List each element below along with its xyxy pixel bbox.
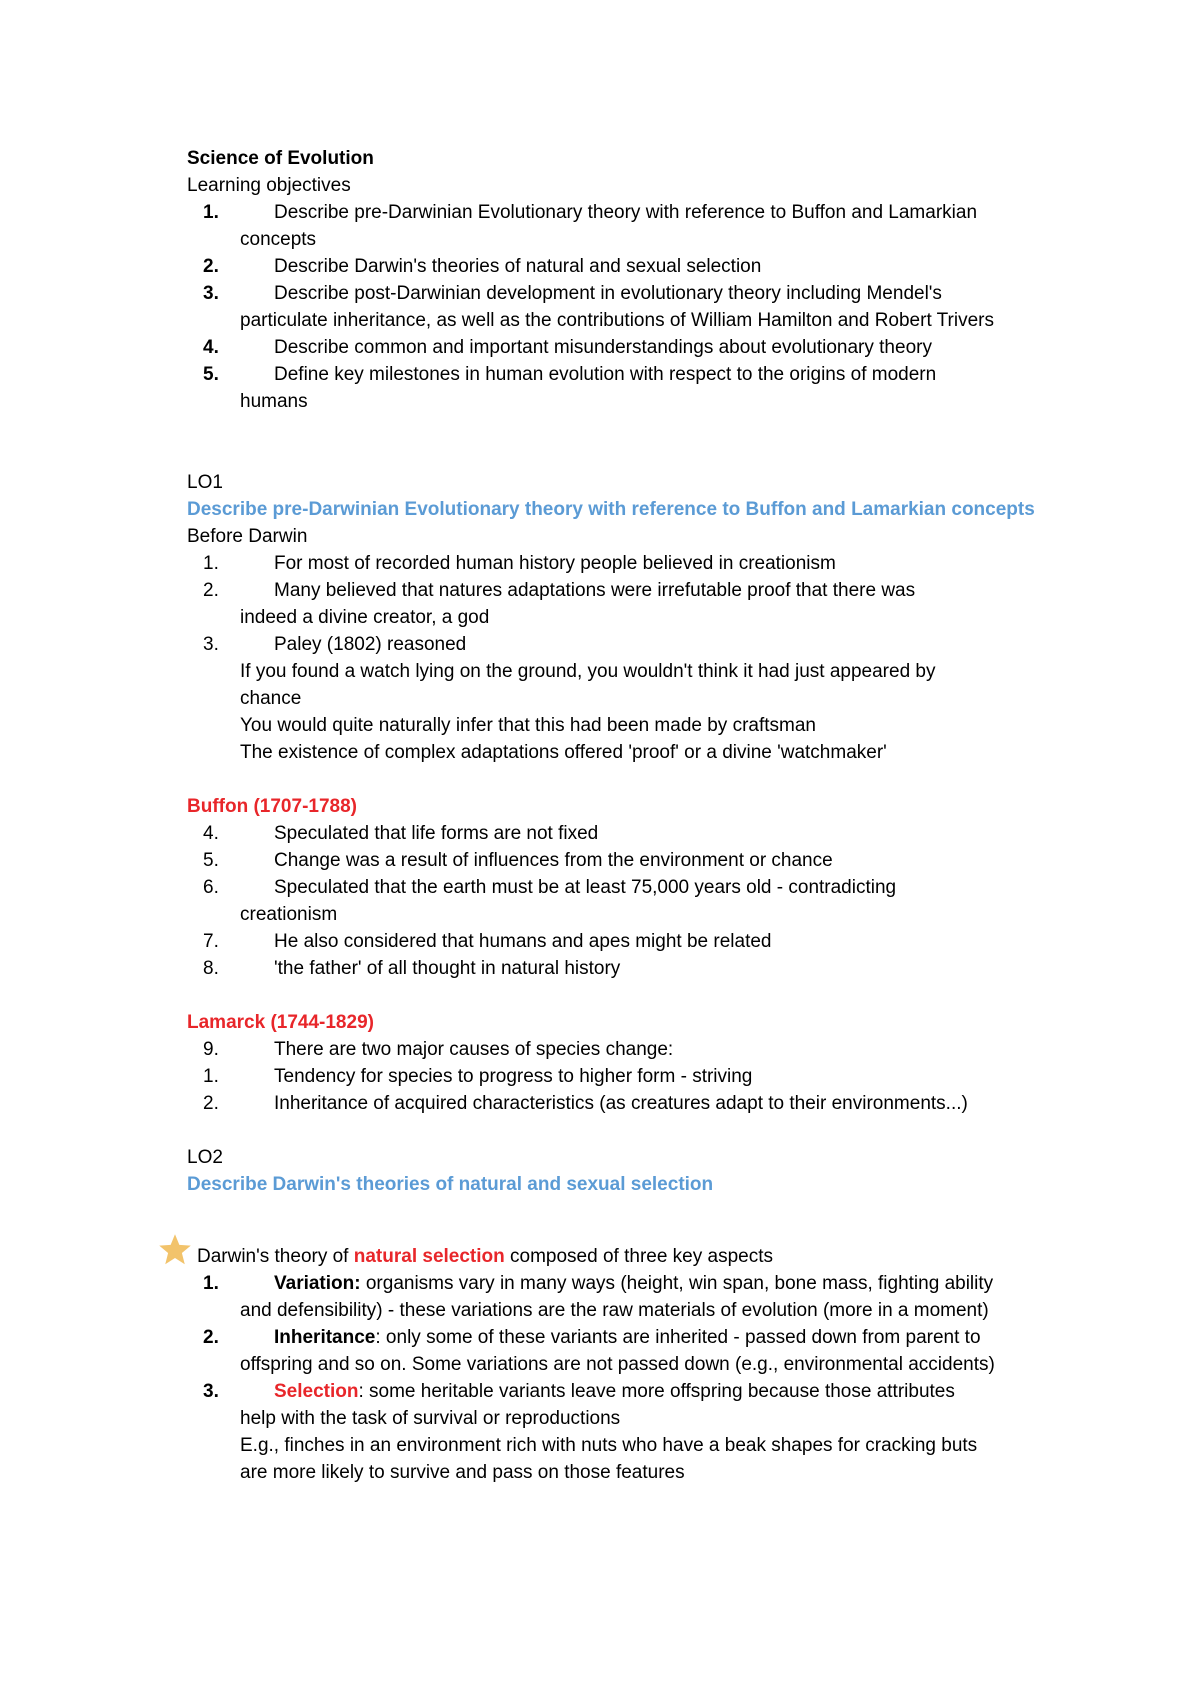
list-item [187,1378,1100,1486]
list-item-text: Speculated that the earth must be at least 75,000 years old - contradicting [274,877,897,898]
list-item-number: 3. [203,283,219,304]
list-item [187,955,1100,982]
list-item-number: 3. [203,1381,219,1402]
list-item [187,280,1100,334]
intro-text-before: Darwin's theory of [197,1246,354,1267]
list-item-number: 1. [203,1273,219,1294]
intro-text-after: composed of three key aspects [504,1246,774,1267]
list-item [187,1324,1100,1378]
list-item [187,928,1100,955]
list-item-continuation: chance [240,688,302,709]
list-item-number: 6. [203,877,219,898]
list-item-continuation: offspring and so on. Some variations are not passed down (e.g., environmental accidents) [240,1354,995,1375]
list-item-text: Describe pre-Darwinian Evolutionary theory with reference to Buffon and Lamarkian [274,202,978,223]
list-item [187,253,1100,280]
list-item-text: For most of recorded human history people believed in creationism [274,553,836,574]
list-item-number: 5. [203,364,219,385]
list-item-number: 1. [203,202,219,223]
list-item-number: 2. [203,1093,219,1114]
list-item-number: 4. [203,823,219,844]
list-item-text [274,1324,1100,1351]
list-item-number: 1. [203,553,219,574]
lamarck-heading: Lamarck (1744-1829) [187,1012,374,1033]
list-item-number: 1. [203,1066,219,1087]
list-item [187,847,1100,874]
list-item [187,1036,1100,1063]
learning-objectives-label: Learning objectives [187,175,351,196]
list-item-continuation: E.g., finches in an environment rich with nuts who have a beak shapes for cracking buts [240,1435,978,1456]
before-darwin-list [187,550,1100,766]
lo2-heading: Describe Darwin's theories of natural and sexual selection [187,1174,714,1195]
list-item-continuation: are more likely to survive and pass on those features [240,1462,685,1483]
list-item-number: 9. [203,1039,219,1060]
list-item-continuation: humans [240,391,308,412]
list-item-description: : some heritable variants leave more offspring because those attributes [358,1381,955,1402]
lo2-label: LO2 [187,1147,223,1168]
list-item-description: : only some of these variants are inherited - passed down from parent to [375,1327,981,1348]
list-item-term: Selection [274,1381,359,1402]
buffon-heading: Buffon (1707-1788) [187,796,357,817]
list-item [187,1063,1100,1090]
buffon-list [187,820,1100,982]
list-item-text: He also considered that humans and apes might be related [274,931,772,952]
list-item-text: Tendency for species to progress to higher form - striving [274,1066,753,1087]
list-item-text: Describe post-Darwinian development in evolutionary theory including Mendel's [274,283,942,304]
list-item-text: Inheritance of acquired characteristics (as creatures adapt to their environments...) [274,1093,968,1114]
list-item-text: Many believed that natures adaptations were irrefutable proof that there was [274,580,916,601]
list-item-number: 2. [203,256,219,277]
list-item-number: 7. [203,931,219,952]
list-item-continuation: and defensibility) - these variations are the raw materials of evolution (more in a moment) [240,1300,989,1321]
list-item [187,361,1100,415]
list-item-text: There are two major causes of species change: [274,1039,674,1060]
list-item [187,874,1100,928]
list-item-text: Speculated that life forms are not fixed [274,823,599,844]
list-item [187,199,1100,253]
list-item-continuation: help with the task of survival or reproductions [240,1408,621,1429]
objectives-list [187,199,1100,415]
list-item [187,631,1100,766]
list-item-text: 'the father' of all thought in natural history [274,958,621,979]
lamarck-list [187,1036,1100,1117]
list-item-description: organisms vary in many ways (height, win span, bone mass, fighting ability [360,1273,994,1294]
lo1-heading: Describe pre-Darwinian Evolutionary theory with reference to Buffon and Lamarkian concepts [187,499,1035,520]
list-item-continuation: creationism [240,904,338,925]
star-icon [157,1232,193,1268]
document-title: Science of Evolution [187,148,374,169]
list-item-text [274,1270,1100,1297]
list-item-text: Describe Darwin's theories of natural and sexual selection [274,256,762,277]
list-item-number: 4. [203,337,219,358]
list-item-number: 8. [203,958,219,979]
list-item-number: 2. [203,580,219,601]
list-item-text: Define key milestones in human evolution with respect to the origins of modern [274,364,937,385]
before-darwin-label: Before Darwin [187,526,308,547]
natural-selection-intro [157,1232,1100,1270]
list-item-text: Change was a result of influences from the environment or chance [274,850,833,871]
list-item-continuation: particulate inheritance, as well as the contributions of William Hamilton and Robert Trivers [240,310,994,331]
list-item [187,550,1100,577]
list-item-text: Describe common and important misunderstandings about evolutionary theory [274,337,932,358]
list-item-continuation: The existence of complex adaptations offered 'proof' or a divine 'watchmaker' [240,742,887,763]
list-item [187,1270,1100,1324]
list-item [187,1090,1100,1117]
list-item-continuation: If you found a watch lying on the ground, you wouldn't think it had just appeared by [240,661,936,682]
list-item-text: Paley (1802) reasoned [274,634,467,655]
list-item-number: 2. [203,1327,219,1348]
list-item [187,820,1100,847]
list-item-continuation: concepts [240,229,317,250]
list-item-continuation: You would quite naturally infer that this had been made by craftsman [240,715,816,736]
natural-selection-highlight: natural selection [353,1246,505,1267]
list-item-term: Variation: [274,1273,361,1294]
list-item-term: Inheritance [274,1327,376,1348]
list-item-number: 3. [203,634,219,655]
list-item [187,334,1100,361]
list-item-continuation: indeed a divine creator, a god [240,607,490,628]
list-item [187,577,1100,631]
darwin-aspects-list [187,1270,1100,1486]
list-item-text [274,1378,1100,1405]
lo1-label: LO1 [187,472,223,493]
list-item-number: 5. [203,850,219,871]
